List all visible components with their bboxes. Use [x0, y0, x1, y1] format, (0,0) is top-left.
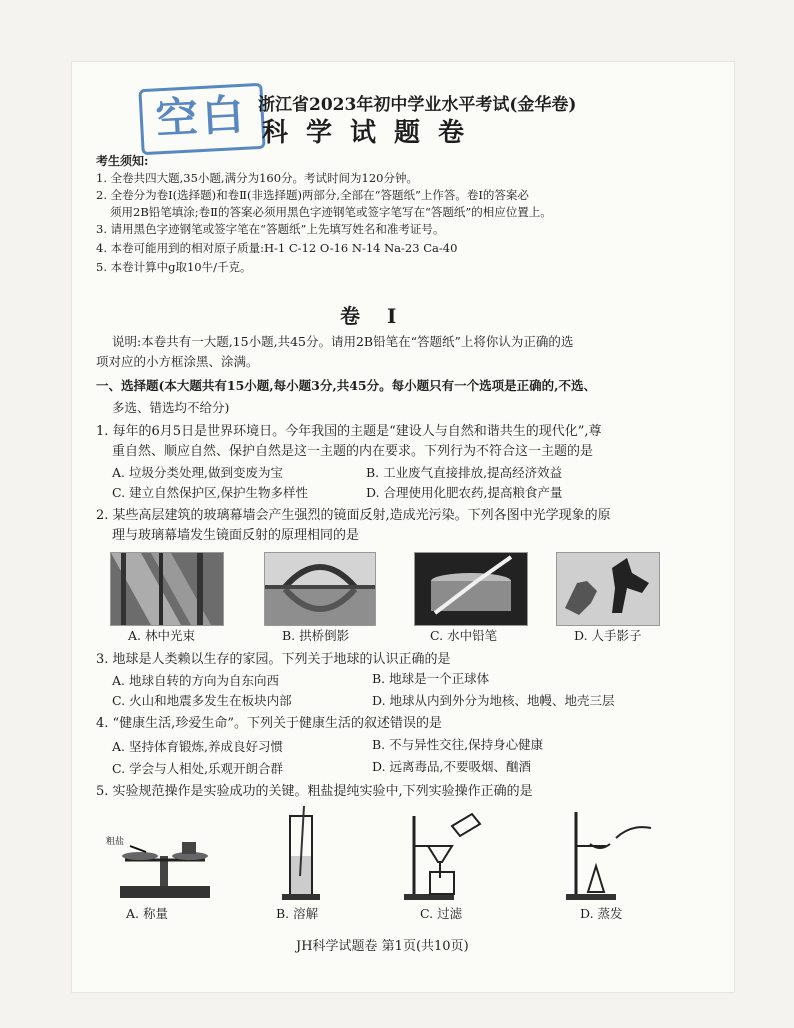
page-footer: JH科学试题卷 第1页(共10页) [296, 939, 469, 954]
q2-option-c: C. 水中铅笔 [430, 628, 498, 643]
notice-item: 4. 本卷可能用到的相对原子质量:H-1 C-12 O-16 N-14 Na-23 Ca-40 [96, 241, 458, 255]
q3-option-d: D. 地球从内到外分为地核、地幔、地壳三层 [372, 693, 615, 708]
q4-option-a: A. 坚持体育锻炼,养成良好习惯 [112, 739, 283, 754]
q5-option-d: D. 蒸发 [580, 906, 623, 921]
part-title: 一、选择题(本大题共有15小题,每小题3分,共45分。每小题只有一个选项是正确的,不选、 [96, 378, 596, 393]
q4-option-b: B. 不与异性交往,保持身心健康 [372, 737, 544, 752]
dissolving-cylinder-diagram [268, 806, 338, 902]
q2-option-b: B. 拱桥倒影 [282, 628, 350, 643]
exam-header: 浙江省2023年初中学业水平考试(金华卷) [258, 95, 577, 115]
q5-option-c: C. 过滤 [420, 906, 463, 921]
q1-option-c: C. 建立自然保护区,保护生物多样性 [112, 485, 309, 500]
q4-option-d: D. 远离毒品,不要吸烟、酗酒 [372, 759, 531, 774]
q2-stem: 理与玻璃幕墙发生镜面反射的原理相同的是 [112, 528, 360, 543]
q3-option-a: A. 地球自转的方向为自东向西 [112, 673, 279, 688]
notice-item: 1. 全卷共四大题,35小题,满分为160分。考试时间为120分钟。 [96, 171, 418, 185]
q1-option-b: B. 工业废气直接排放,提高经济效益 [366, 465, 563, 480]
notice-item: 2. 全卷分为卷Ⅰ(选择题)和卷Ⅱ(非选择题)两部分,全部在“答题纸”上作答。卷Ⅰ的答案必 [96, 188, 529, 202]
hand-shadow-image [556, 552, 660, 626]
q1-option-a: A. 垃圾分类处理,做到变废为宝 [112, 465, 283, 480]
exam-title: 科学试题卷 [262, 118, 483, 148]
q2-stem: 2. 某些高层建筑的玻璃幕墙会产生强烈的镜面反射,造成光污染。下列各图中光学现象的原 [96, 508, 611, 523]
balance-diagram [100, 806, 220, 902]
section-title: 卷 Ⅰ [340, 304, 407, 328]
notice-item: 3. 请用黑色字迹钢笔或签字笔在“答题纸”上先填写姓名和准考证号。 [96, 222, 445, 236]
arch-bridge-reflection-image [264, 552, 376, 626]
q3-stem: 3. 地球是人类赖以生存的家园。下列关于地球的认识正确的是 [96, 652, 451, 667]
q1-option-d: D. 合理使用化肥农药,提高粮食产量 [366, 485, 563, 500]
q5-option-b: B. 溶解 [276, 906, 319, 921]
notice-title: 考生须知: [96, 154, 149, 168]
filtration-diagram [400, 806, 490, 902]
q4-option-c: C. 学会与人相处,乐观开朗合群 [112, 761, 284, 776]
notice-item: 5. 本卷计算中g取10牛/千克。 [96, 260, 252, 274]
q2-option-a: A. 林中光束 [128, 628, 195, 643]
section-instruction: 项对应的小方框涂黑、涂满。 [96, 354, 259, 369]
q4-stem: 4. “健康生活,珍爱生命”。下列关于健康生活的叙述错误的是 [96, 716, 442, 731]
part-title: 多选、错选均不给分) [112, 400, 230, 415]
section-instruction: 说明:本卷共有一大题,15小题,共45分。请用2B铅笔在“答题纸”上将你认为正确的选 [112, 334, 574, 349]
notice-item: 须用2B铅笔填涂;卷Ⅱ的答案必须用黑色字迹钢笔或签字笔写在“答题纸”的相应位置上。 [110, 205, 552, 219]
q3-option-b: B. 地球是一个正球体 [372, 671, 490, 686]
blank-stamp: 空白 [138, 83, 265, 155]
coarse-salt-label: 粗盐 [106, 837, 125, 847]
q1-stem: 1. 每年的6月5日是世界环境日。今年我国的主题是“建设人与自然和谐共生的现代化”,尊 [96, 424, 602, 439]
q1-stem: 重自然、顺应自然、保护自然是这一主题的内在要求。下列行为不符合这一主题的是 [112, 444, 594, 459]
q5-stem: 5. 实验规范操作是实验成功的关键。粗盐提纯实验中,下列实验操作正确的是 [96, 784, 533, 799]
evaporation-diagram [556, 806, 656, 902]
q3-option-c: C. 火山和地震多发生在板块内部 [112, 693, 292, 708]
pencil-in-water-image [414, 552, 528, 626]
q2-option-d: D. 人手影子 [574, 628, 642, 643]
forest-light-image [110, 552, 224, 626]
q5-option-a: A. 称量 [126, 906, 168, 921]
